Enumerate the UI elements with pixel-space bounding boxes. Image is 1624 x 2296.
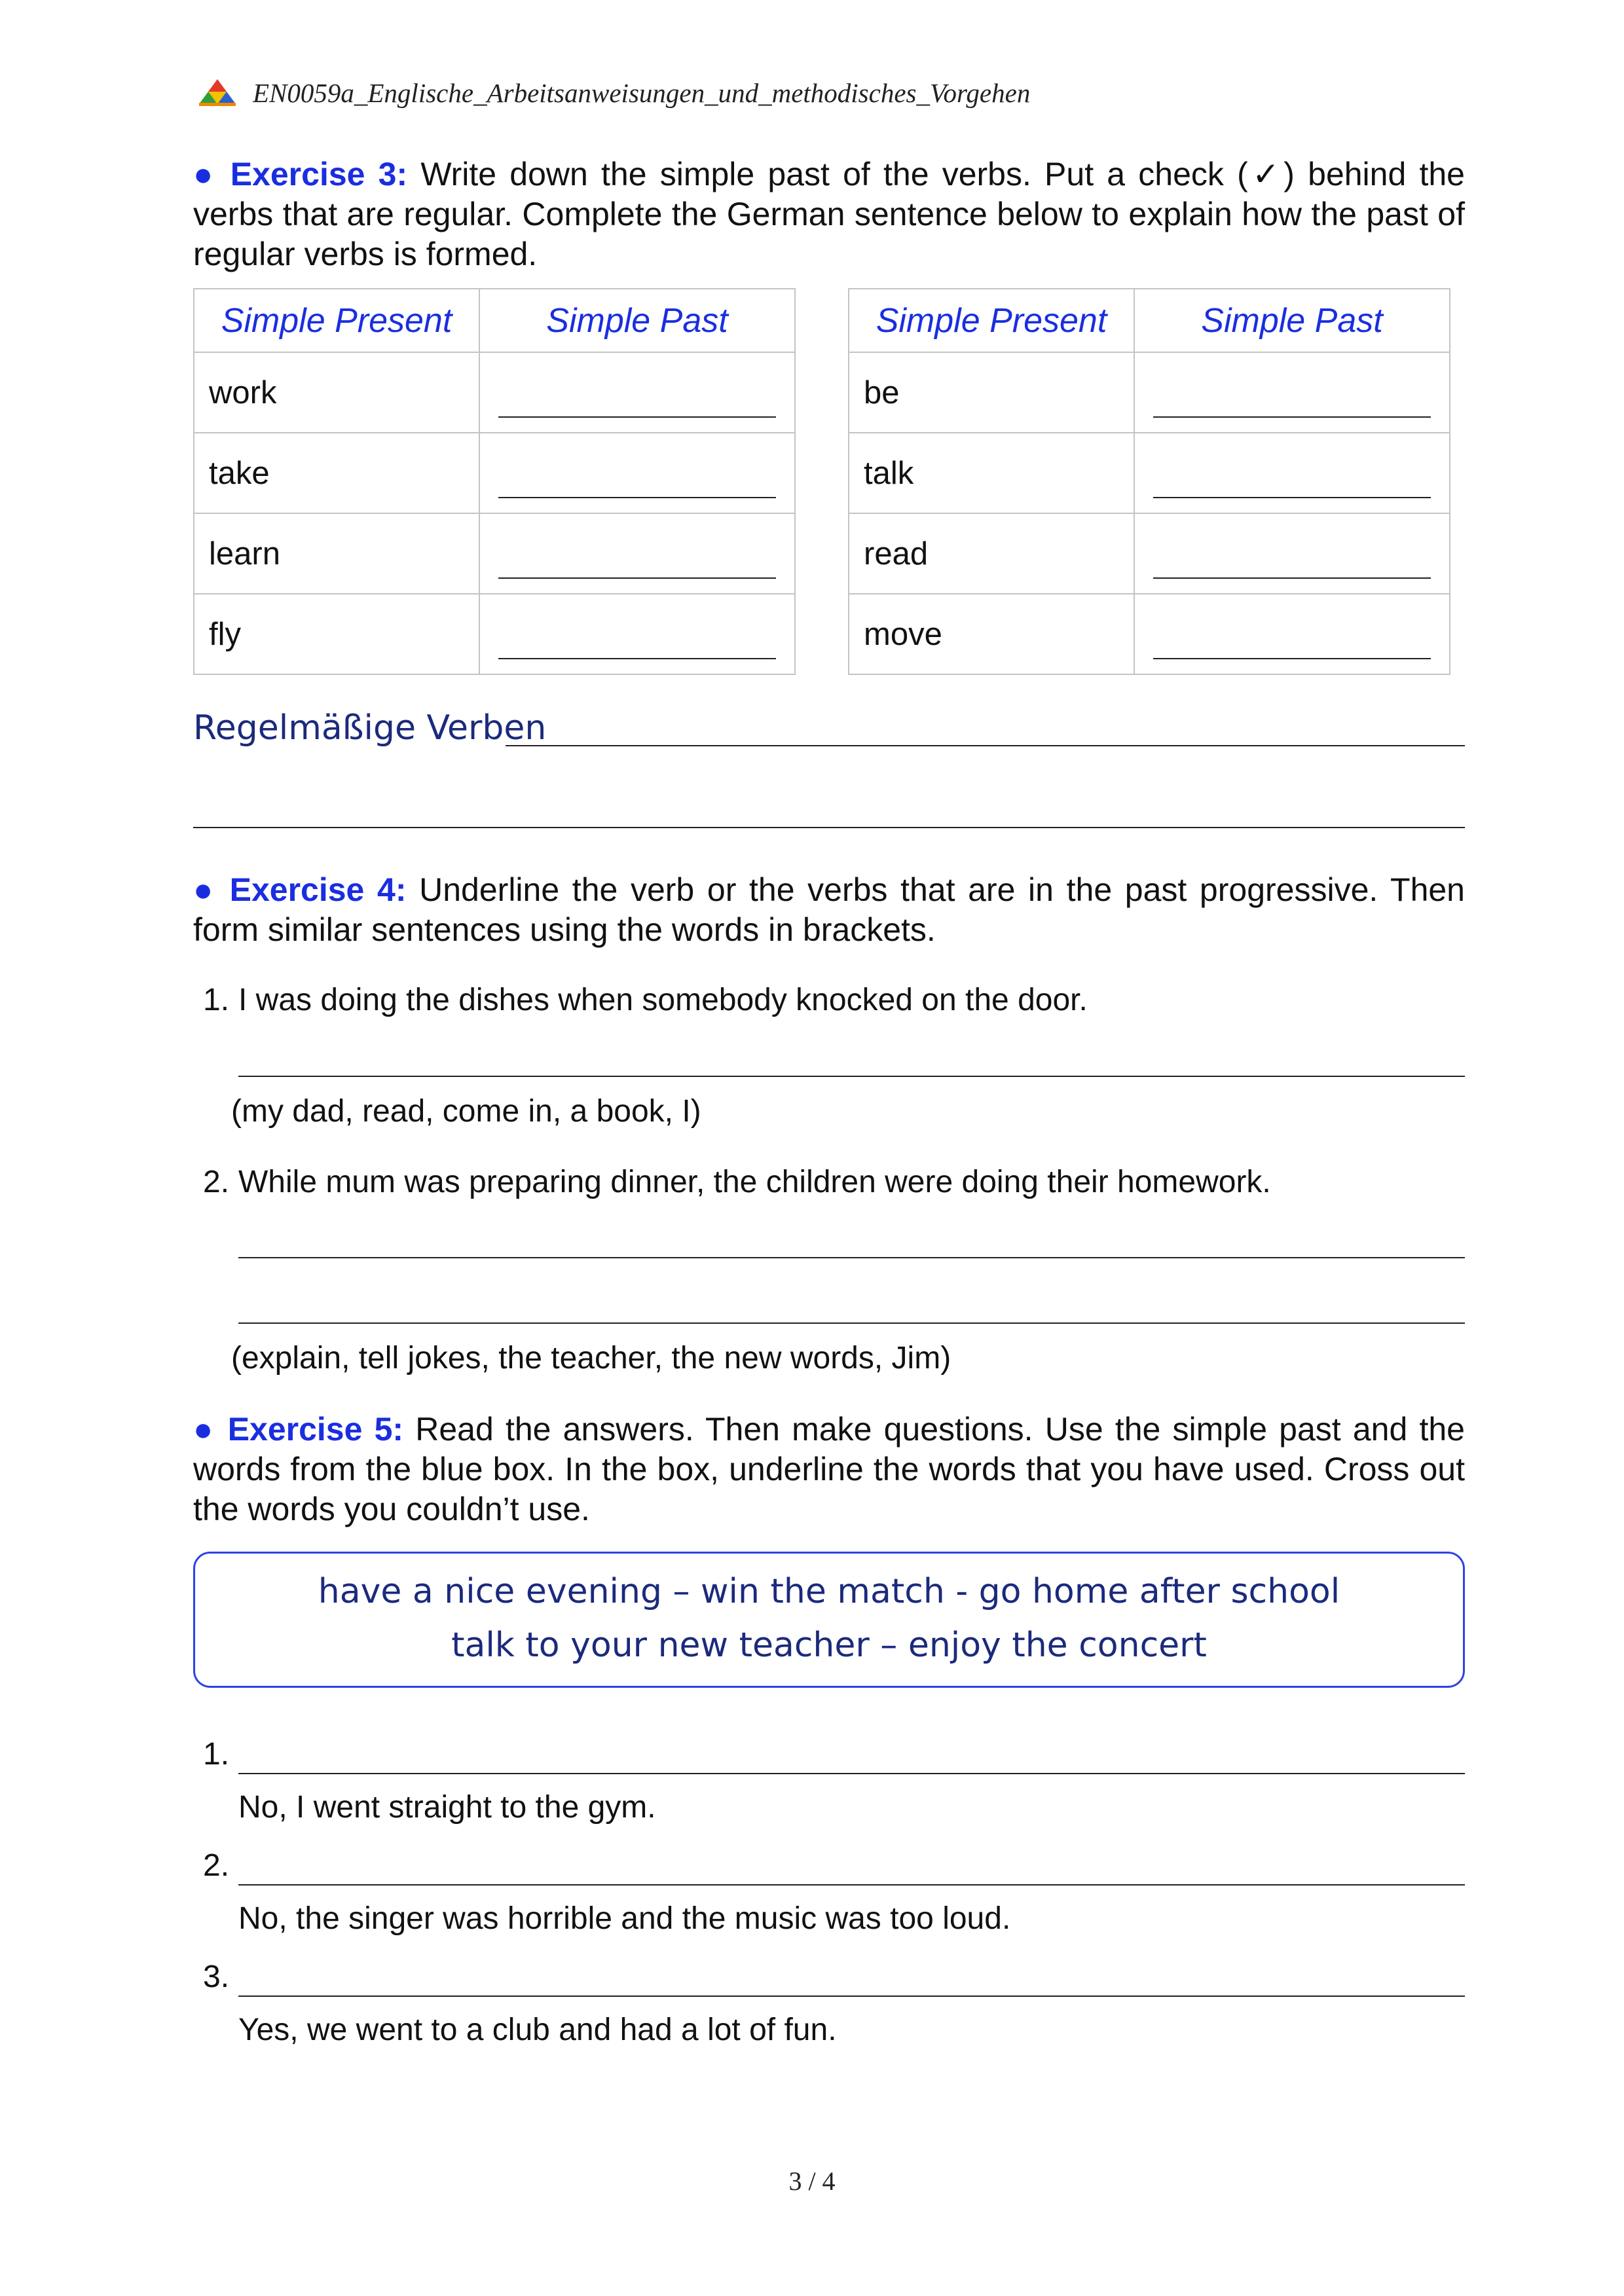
bullet: ● bbox=[193, 156, 217, 192]
exercise-4-text: Underline the verb or the verbs that are in the past progressive. Then form similar sentences using the words in brackets. bbox=[193, 871, 1465, 948]
verb-present: take bbox=[194, 433, 479, 513]
verb-past-blank[interactable] bbox=[479, 433, 795, 513]
item-sentence: While mum was preparing dinner, the children were doing their homework. bbox=[238, 1165, 1271, 1199]
rule-answer-line[interactable] bbox=[193, 827, 1465, 828]
table-row bbox=[194, 433, 795, 513]
column-header-simple-present: Simple Present bbox=[194, 289, 479, 352]
column-header-simple-past: Simple Past bbox=[1134, 289, 1450, 352]
verb-present: move bbox=[849, 594, 1134, 674]
item-answer: No, the singer was horrible and the music was too loud. bbox=[238, 1901, 1011, 1936]
exercise-3-instruction bbox=[193, 155, 1465, 274]
verb-table-left bbox=[193, 288, 796, 675]
exercise-5-text: Read the answers. Then make questions. Use the simple past and the words from the blue box. In the box, underline the words that you have used. Cross out the words you couldn’t use. bbox=[193, 1411, 1465, 1527]
column-header-simple-present: Simple Present bbox=[849, 289, 1134, 352]
table-row bbox=[849, 352, 1450, 433]
item-answer: Yes, we went to a club and had a lot of fun. bbox=[238, 2013, 837, 2047]
rule-prompt: Regelmäßige Verben bbox=[193, 708, 547, 748]
answer-line[interactable] bbox=[238, 1076, 1465, 1077]
question-line[interactable] bbox=[238, 1884, 1465, 1886]
exercise-3-text: Write down the simple past of the verbs. Put a check (✓) behind the verbs that are regular. Complete the German sentence below to explain how the past of regular verbs is formed. bbox=[193, 156, 1465, 272]
item-number: 2. bbox=[203, 1165, 230, 1199]
answer-line[interactable] bbox=[238, 1257, 1465, 1258]
document-title: EN0059a_Englische_Arbeitsanweisungen_und_methodisches_Vorgehen bbox=[253, 78, 1031, 108]
item-number: 2. bbox=[203, 1848, 230, 1883]
item-number: 1. bbox=[203, 1737, 230, 1772]
exercise-3-label: Exercise 3: bbox=[230, 156, 408, 192]
bullet: ● bbox=[193, 871, 217, 908]
exercise-5-instruction bbox=[193, 1410, 1465, 1529]
word-box-line-2: talk to your new teacher – enjoy the concert bbox=[451, 1626, 1207, 1665]
word-box bbox=[193, 1552, 1465, 1688]
verb-past-blank[interactable] bbox=[1134, 352, 1450, 433]
question-line[interactable] bbox=[238, 1773, 1465, 1774]
table-row bbox=[194, 352, 795, 433]
rule-answer-line[interactable] bbox=[506, 745, 1465, 746]
verb-present: fly bbox=[194, 594, 479, 674]
colorful-triangle-logo-icon bbox=[196, 78, 238, 108]
verb-past-blank[interactable] bbox=[479, 352, 795, 433]
verb-past-blank[interactable] bbox=[1134, 433, 1450, 513]
verb-past-blank[interactable] bbox=[479, 594, 795, 674]
document-header bbox=[196, 73, 1030, 113]
answer-line[interactable] bbox=[238, 1322, 1465, 1324]
table-row bbox=[849, 594, 1450, 674]
column-header-simple-past: Simple Past bbox=[479, 289, 795, 352]
item-answer: No, I went straight to the gym. bbox=[238, 1790, 656, 1825]
exercise-4-label: Exercise 4: bbox=[229, 871, 407, 908]
question-line[interactable] bbox=[238, 1995, 1465, 1997]
verb-present: talk bbox=[849, 433, 1134, 513]
verb-past-blank[interactable] bbox=[1134, 594, 1450, 674]
item-hint: (my dad, read, come in, a book, I) bbox=[231, 1094, 701, 1129]
verb-present: learn bbox=[194, 513, 479, 594]
verb-table-right bbox=[848, 288, 1450, 675]
item-sentence: I was doing the dishes when somebody knocked on the door. bbox=[238, 983, 1088, 1017]
table-row bbox=[849, 433, 1450, 513]
table-row bbox=[194, 513, 795, 594]
page-number: 3 / 4 bbox=[788, 2166, 836, 2196]
item-hint: (explain, tell jokes, the teacher, the new words, Jim) bbox=[231, 1341, 951, 1376]
bullet: ● bbox=[193, 1411, 216, 1448]
verb-past-blank[interactable] bbox=[479, 513, 795, 594]
verb-present: read bbox=[849, 513, 1134, 594]
verb-present: be bbox=[849, 352, 1134, 433]
exercise-5-label: Exercise 5: bbox=[227, 1411, 404, 1448]
verb-past-blank[interactable] bbox=[1134, 513, 1450, 594]
item-number: 1. bbox=[203, 983, 230, 1017]
table-row bbox=[849, 513, 1450, 594]
table-row bbox=[194, 594, 795, 674]
exercise-4-instruction bbox=[193, 870, 1465, 950]
word-box-line-1: have a nice evening – win the match - go home after school bbox=[318, 1572, 1340, 1611]
item-number: 3. bbox=[203, 1959, 230, 1994]
verb-present: work bbox=[194, 352, 479, 433]
